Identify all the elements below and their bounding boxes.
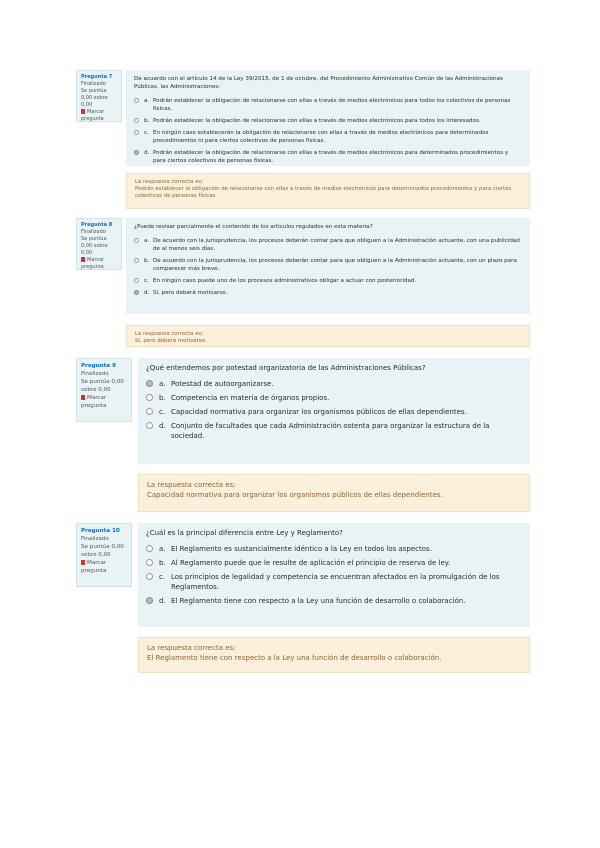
radio-button[interactable] [134, 278, 139, 283]
radio-button[interactable] [146, 394, 153, 401]
question-text: ¿Puede revisar parcialmente el contenido de los artículos regulados en esta materia? [134, 224, 373, 230]
option-text: Potestad de autoorganizarse. [171, 380, 274, 388]
flag-question[interactable] [81, 394, 127, 410]
option-text: Al Reglamento puede que le resulte de aplicación el principio de reserva de ley. [171, 559, 451, 567]
radio-button[interactable] [146, 422, 153, 429]
question-info [76, 523, 132, 587]
answer-option-a[interactable] [146, 379, 522, 389]
option-text: Podrán establecer la obligación de relacionarse con ellas a través de medios electrónicos para determinados procedimientos y para ciertos colectivos de personas físicas. [153, 150, 509, 164]
feedback-text: Sí, pero deberá motivarse. [135, 338, 207, 344]
option-text: El Reglamento es sustancialmente idéntico a la Ley en todos los aspectos. [171, 545, 432, 553]
option-letter: c. [159, 408, 166, 416]
answer-option-b[interactable] [134, 117, 522, 125]
question-number: Pregunta 7 [81, 74, 113, 80]
question-info [76, 70, 122, 122]
question-status: Finalizado [81, 371, 109, 377]
question-text: ¿Cuál es la principal diferencia entre Ley y Reglamento? [146, 529, 343, 537]
radio-button[interactable] [146, 559, 153, 566]
answer-option-d[interactable] [134, 289, 522, 297]
feedback-label: La respuesta correcta es: [147, 644, 236, 652]
radio-button[interactable] [134, 238, 139, 243]
question-text: ¿Qué entendemos por potestad organizatoria de las Administraciones Públicas? [146, 364, 426, 372]
answer-option-c[interactable] [146, 572, 522, 592]
option-text: Capacidad normativa para organizar los organismos públicos de ellas dependientes. [171, 408, 467, 416]
flag-label: Marcar pregunta [81, 109, 105, 122]
question-number: Pregunta 9 [81, 363, 116, 369]
answer-option-d[interactable] [134, 149, 522, 165]
option-text: Los principios de legalidad y competencia se encuentran afectados en la promulgación de los Reglamentos. [171, 573, 500, 591]
radio-button-selected[interactable] [146, 380, 153, 387]
radio-button[interactable] [134, 130, 139, 135]
option-letter: b. [144, 258, 150, 264]
answer-option-c[interactable] [146, 407, 522, 417]
correct-answer-feedback [138, 637, 530, 673]
question-status: Finalizado [81, 536, 109, 542]
option-letter: a. [144, 238, 150, 244]
radio-button-selected[interactable] [134, 290, 139, 295]
answer-option-d[interactable] [146, 596, 522, 606]
correct-answer-feedback [138, 474, 530, 512]
option-letter: b. [159, 559, 166, 567]
option-letter: a. [159, 545, 166, 553]
option-text: Conjunto de facultades que cada Administración ostenta para organizar la estructura de la sociedad. [171, 422, 490, 440]
answer-option-a[interactable] [134, 97, 522, 113]
option-text: En ningún caso establecerán la obligación de relacionarse con ellas a través de medios electrónicos para determinados procedimientos ni para ciertos colectivos de personas físicas. [153, 130, 489, 144]
option-letter: d. [159, 597, 166, 605]
option-letter: a. [159, 380, 166, 388]
flag-label: Marcar pregunta [81, 257, 105, 270]
option-text: Podrán establecer la obligación de relacionarse con ellas a través de medios electrónicos para todos los colectivos de personas físicas. [153, 98, 511, 112]
answer-option-b[interactable] [134, 257, 522, 273]
option-text: Competencia en materia de órganos propios. [171, 394, 330, 402]
option-letter: d. [144, 150, 150, 156]
radio-button[interactable] [134, 258, 139, 263]
flag-icon [81, 109, 85, 114]
answer-option-c[interactable] [134, 277, 522, 285]
radio-button[interactable] [134, 118, 139, 123]
option-text: En ningún caso puede uno de los procesos administrativos obligar a actuar con posterioridad. [153, 278, 417, 284]
flag-label: Marcar pregunta [81, 560, 107, 574]
question-status: Finalizado [81, 81, 106, 87]
correct-answer-feedback [126, 173, 530, 209]
question-content [138, 523, 530, 627]
question-info [76, 218, 122, 270]
radio-button[interactable] [146, 545, 153, 552]
answer-option-a[interactable] [146, 544, 522, 554]
option-letter: b. [144, 118, 150, 124]
option-letter: d. [159, 422, 166, 430]
question-content [138, 358, 530, 464]
answer-option-d[interactable] [146, 421, 522, 441]
radio-button[interactable] [146, 573, 153, 580]
option-letter: c. [144, 130, 149, 136]
option-text: De acuerdo con la jurisprudencia, los procesos deberán contar para que obliguen a la Administración actuante, con una publicidad de al menos seis días. [153, 238, 520, 252]
correct-answer-feedback [126, 325, 530, 347]
question-score: Se puntúa 0,00 sobre 0,00 [81, 379, 124, 393]
flag-question[interactable] [81, 559, 127, 575]
option-text: Podrán establecer la obligación de relacionarse con ellas a través de medios electrónicos para todos los interesados. [153, 118, 481, 124]
question-score: Se puntúa 0,00 sobre 0,00 [81, 236, 108, 256]
question-text: De acuerdo con el artículo 14 de la Ley 39/2015, de 1 de octubre, del Procedimiento Administrativo Común de las Administraciones Públicas, las Administraciones: [134, 76, 503, 90]
flag-question[interactable] [81, 257, 117, 271]
question-status: Finalizado [81, 229, 106, 235]
feedback-label: La respuesta correcta es: [135, 179, 204, 185]
option-letter: c. [144, 278, 149, 284]
flag-question[interactable] [81, 109, 117, 123]
feedback-label: La respuesta correcta es: [147, 481, 236, 489]
flag-icon [81, 257, 85, 262]
option-letter: b. [159, 394, 166, 402]
option-letter: d. [144, 290, 150, 296]
question-number: Pregunta 8 [81, 222, 113, 228]
feedback-label: La respuesta correcta es: [135, 331, 204, 337]
feedback-text: El Reglamento tiene con respecto a la Ley una función de desarrollo o colaboración. [147, 654, 442, 662]
option-text: El Reglamento tiene con respecto a la Ley una función de desarrollo o colaboración. [171, 597, 466, 605]
radio-button[interactable] [146, 408, 153, 415]
answer-option-a[interactable] [134, 237, 522, 253]
question-content [126, 70, 530, 166]
radio-button-selected[interactable] [134, 150, 139, 155]
flag-icon [81, 395, 85, 400]
flag-label: Marcar pregunta [81, 395, 107, 409]
question-content [126, 218, 530, 314]
option-text: De acuerdo con la jurisprudencia, los procesos deberán contar para que obliguen a la Administración actuante, con un plazo para comparecer más breve. [153, 258, 517, 272]
question-score: Se puntúa 0,00 sobre 0,00 [81, 88, 108, 108]
question-info [76, 358, 132, 422]
answer-option-b[interactable] [146, 558, 522, 568]
option-letter: c. [159, 573, 166, 581]
radio-button[interactable] [134, 98, 139, 103]
answer-option-c[interactable] [134, 129, 522, 145]
feedback-text: Capacidad normativa para organizar los organismos públicos de ellas dependientes. [147, 491, 443, 499]
answer-option-b[interactable] [146, 393, 522, 403]
option-text: Sí, pero deberá motivarse. [153, 290, 228, 296]
feedback-text: Podrán establecer la obligación de relacionarse con ellas a través de medios electrónicos para determinados procedimientos y para ciertos colectivos de personas físicas. [135, 186, 512, 199]
question-score: Se puntúa 0,00 sobre 0,00 [81, 544, 124, 558]
question-number: Pregunta 10 [81, 528, 120, 534]
radio-button-selected[interactable] [146, 597, 153, 604]
flag-icon [81, 560, 85, 565]
option-letter: a. [144, 98, 150, 104]
